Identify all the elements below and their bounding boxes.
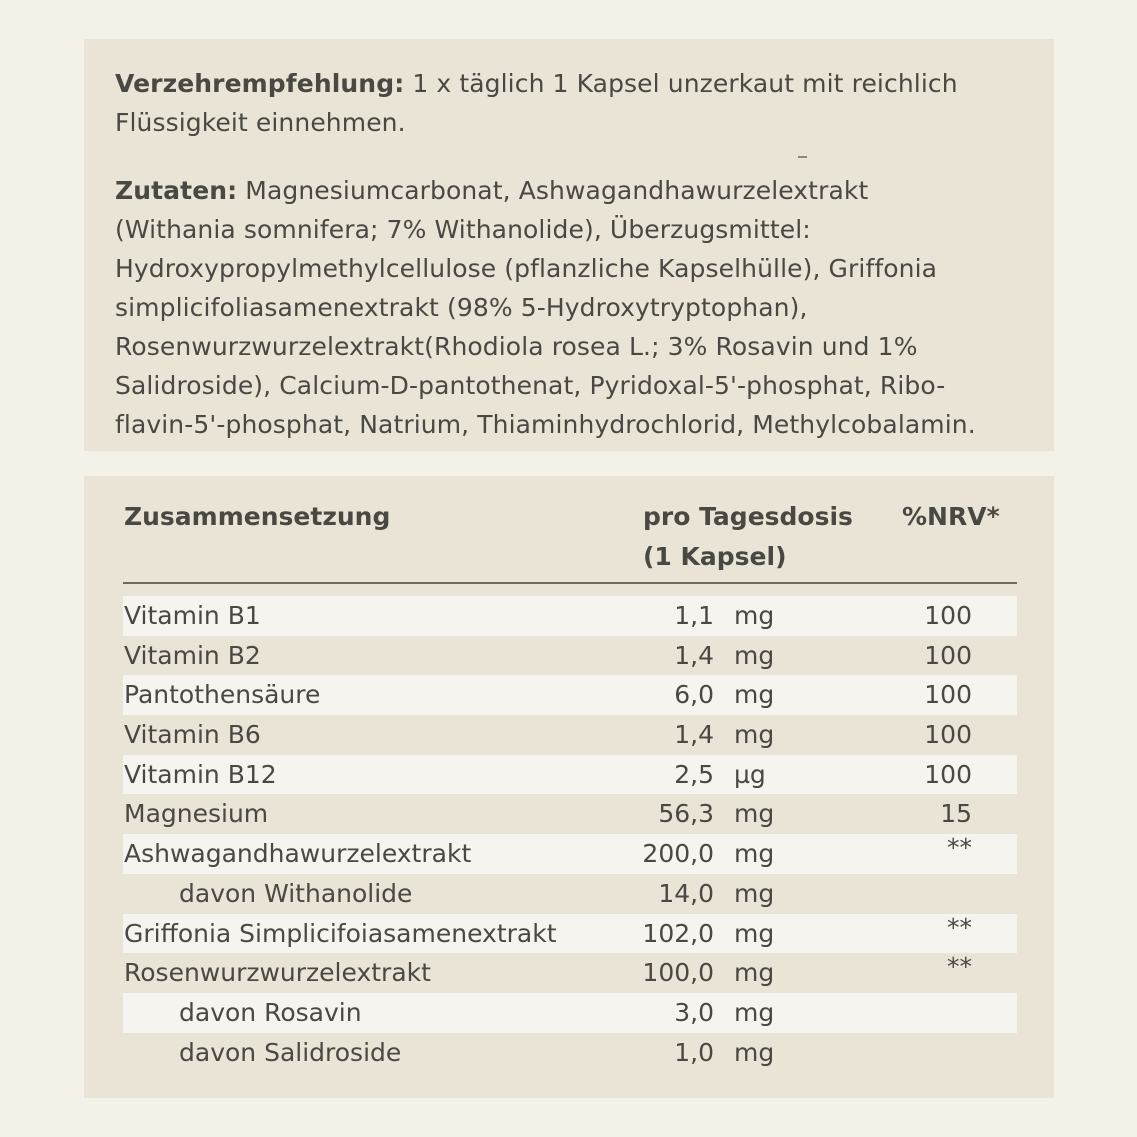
- ingredients-line1: Magnesiumcarbonat, Ashwagandhawurzelextrakt: [237, 176, 869, 205]
- row-unit: mg: [734, 720, 775, 750]
- divider-dash: [798, 156, 807, 158]
- row-unit: mg: [734, 918, 775, 948]
- row-nrv: 15: [940, 799, 972, 829]
- header-daily-dose: pro Tagesdosis: [643, 502, 853, 531]
- row-nrv: 100: [924, 759, 972, 789]
- table-row: [123, 953, 1017, 993]
- dosage-recommendation: [115, 64, 1015, 142]
- table-row: [123, 874, 1017, 914]
- header-daily-dose-sub: (1 Kapsel): [643, 542, 787, 571]
- row-name: Vitamin B12: [124, 759, 277, 789]
- dosage-text-line2: Flüssigkeit einnehmen.: [115, 108, 406, 137]
- row-amount: 1,4: [674, 720, 714, 750]
- ingredients-line4: simplicifoliasamenextrakt (98% 5-Hydroxytryptophan),: [115, 293, 808, 322]
- row-amount: 3,0: [674, 997, 714, 1027]
- row-amount: 200,0: [642, 839, 714, 869]
- row-unit: mg: [734, 878, 775, 908]
- header-nrv: %NRV*: [902, 502, 1000, 531]
- table-row: [123, 993, 1017, 1033]
- table-row: [123, 715, 1017, 755]
- row-name: Vitamin B1: [124, 601, 261, 630]
- row-unit: mg: [734, 1037, 775, 1067]
- row-amount: 102,0: [642, 918, 714, 948]
- row-nrv: 100: [924, 640, 972, 670]
- row-name: Rosenwurzwurzelextrakt: [124, 958, 431, 988]
- dosage-label: Verzehrempfehlung:: [115, 69, 405, 98]
- table-row: [123, 636, 1017, 676]
- table-row: [123, 675, 1017, 715]
- row-amount: 2,5: [674, 759, 714, 789]
- header-composition: Zusammensetzung: [124, 502, 391, 531]
- header-divider: [123, 582, 1017, 584]
- ingredients-list: [115, 171, 1015, 444]
- row-nrv: **: [947, 833, 972, 863]
- row-name: Vitamin B2: [124, 640, 261, 670]
- ingredients-line6: Salidroside), Calcium-D-pantothenat, Pyridoxal-5'-phosphat, Ribo-: [115, 371, 946, 400]
- row-unit: mg: [734, 839, 775, 869]
- row-unit: mg: [734, 958, 775, 988]
- row-amount: 1,1: [674, 601, 714, 630]
- dosage-text-line1: 1 x täglich 1 Kapsel unzerkaut mit reichlich: [404, 69, 958, 98]
- row-nrv: 100: [924, 720, 972, 750]
- row-amount: 100,0: [642, 958, 714, 988]
- row-amount: 1,4: [674, 640, 714, 670]
- row-name: Vitamin B6: [124, 720, 261, 750]
- row-unit: mg: [734, 799, 775, 829]
- ingredients-label: Zutaten:: [115, 176, 238, 205]
- row-nrv: **: [947, 952, 972, 982]
- row-unit: µg: [734, 759, 766, 789]
- row-unit: mg: [734, 640, 775, 670]
- ingredients-line2: (Withania somnifera; 7% Withanolide), Überzugsmittel:: [115, 215, 811, 244]
- row-name: davon Salidroside: [179, 1037, 402, 1067]
- table-row: [123, 596, 1017, 636]
- row-amount: 14,0: [658, 878, 714, 908]
- row-name: Magnesium: [124, 799, 269, 829]
- table-row: [123, 1033, 1017, 1073]
- row-unit: mg: [734, 601, 775, 630]
- row-unit: mg: [734, 997, 775, 1027]
- row-nrv: **: [947, 912, 972, 942]
- row-nrv: 100: [924, 601, 972, 630]
- row-name: Ashwagandhawurzelextrakt: [124, 839, 472, 869]
- ingredients-line3: Hydroxypropylmethylcellulose (pflanzliche Kapselhülle), Griffonia: [115, 254, 938, 283]
- nutrient-table: [123, 596, 1017, 1072]
- row-name: davon Withanolide: [179, 878, 413, 908]
- row-amount: 56,3: [658, 799, 714, 829]
- row-amount: 1,0: [674, 1037, 714, 1067]
- row-name: Griffonia Simplicifoiasamenextrakt: [124, 918, 557, 948]
- table-row: [123, 794, 1017, 834]
- table-row: [123, 755, 1017, 795]
- table-row: [123, 834, 1017, 874]
- row-name: Pantothensäure: [124, 680, 321, 710]
- row-name: davon Rosavin: [179, 997, 362, 1027]
- row-amount: 6,0: [674, 680, 714, 710]
- table-row: [123, 914, 1017, 954]
- ingredients-line7: flavin-5'-phosphat, Natrium, Thiaminhydrochlorid, Methylcobalamin.: [115, 410, 976, 439]
- row-nrv: 100: [924, 680, 972, 710]
- ingredients-line5: Rosenwurzwurzelextrakt(Rhodiola rosea L.; 3% Rosavin und 1%: [115, 332, 918, 361]
- row-unit: mg: [734, 680, 775, 710]
